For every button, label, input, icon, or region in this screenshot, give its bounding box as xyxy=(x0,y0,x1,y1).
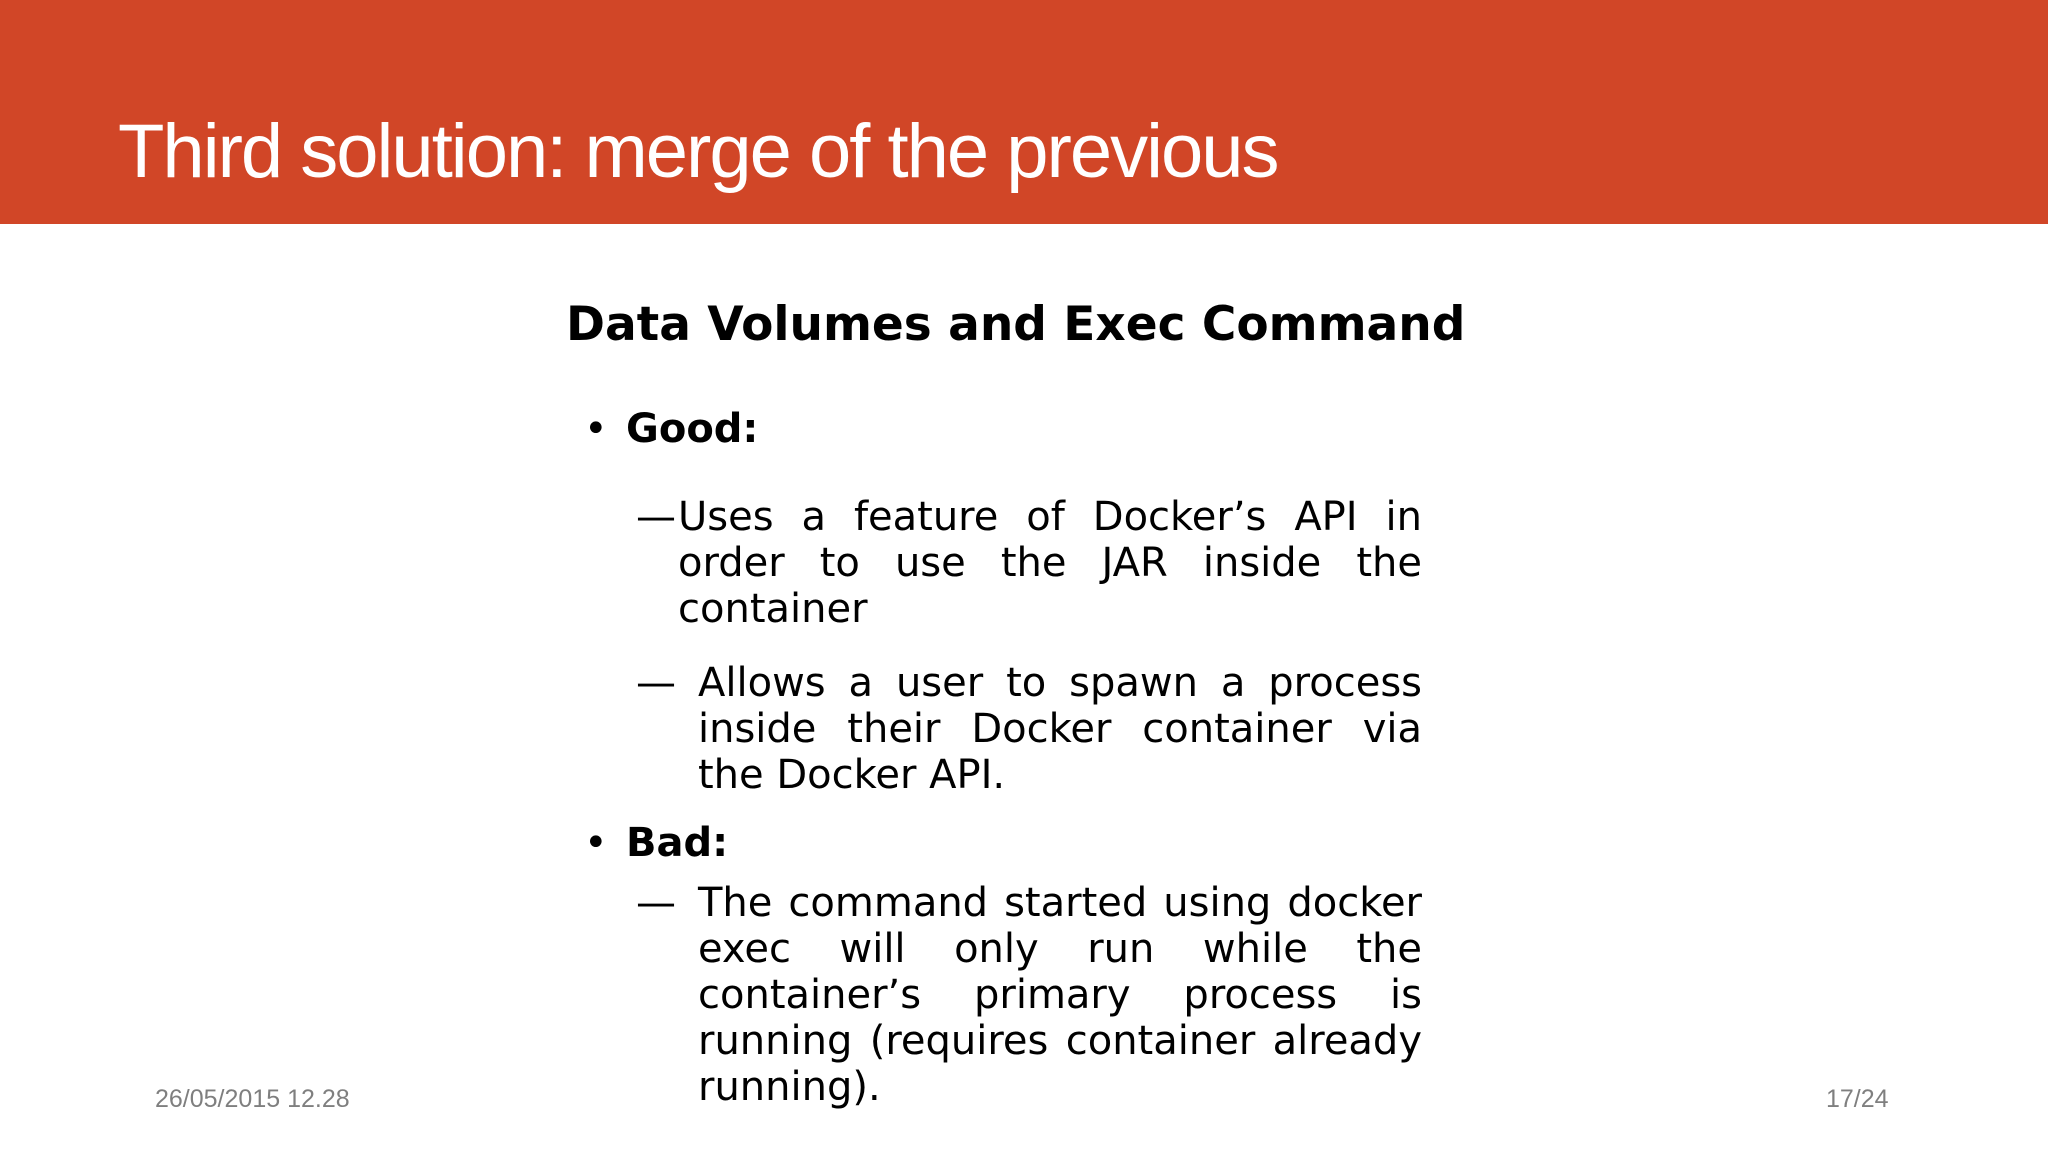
title-banner xyxy=(0,0,2048,224)
footer-page-number: 17/24 xyxy=(1826,1085,1889,1113)
bad-item-1 xyxy=(636,880,1422,1110)
slide-title: Third solution: merge of the previous xyxy=(118,109,1278,194)
bad-item-1-text: The command started using docker exec will only run while the container’s primary process is running (requires container already running). xyxy=(698,880,1422,1110)
good-item-1 xyxy=(636,494,1422,632)
bullet-good xyxy=(584,404,758,454)
good-item-1-text: Uses a feature of Docker’s API in order to use the JAR inside the container xyxy=(678,494,1422,632)
dash-marker: — xyxy=(636,494,676,540)
footer-date: 26/05/2015 12.28 xyxy=(155,1085,350,1113)
bullet-bad xyxy=(584,818,728,868)
bullet-dot: • xyxy=(584,406,608,452)
dash-marker: — xyxy=(636,880,676,926)
dash-marker: — xyxy=(636,660,676,706)
good-item-2 xyxy=(636,660,1422,798)
good-item-2-text: Allows a user to spawn a process inside their Docker container via the Docker API. xyxy=(698,660,1422,798)
bullet-dot: • xyxy=(584,820,608,866)
bullet-good-label: Good: xyxy=(626,406,759,452)
section-heading: Data Volumes and Exec Command xyxy=(566,297,1466,352)
bullet-bad-label: Bad: xyxy=(626,820,729,866)
